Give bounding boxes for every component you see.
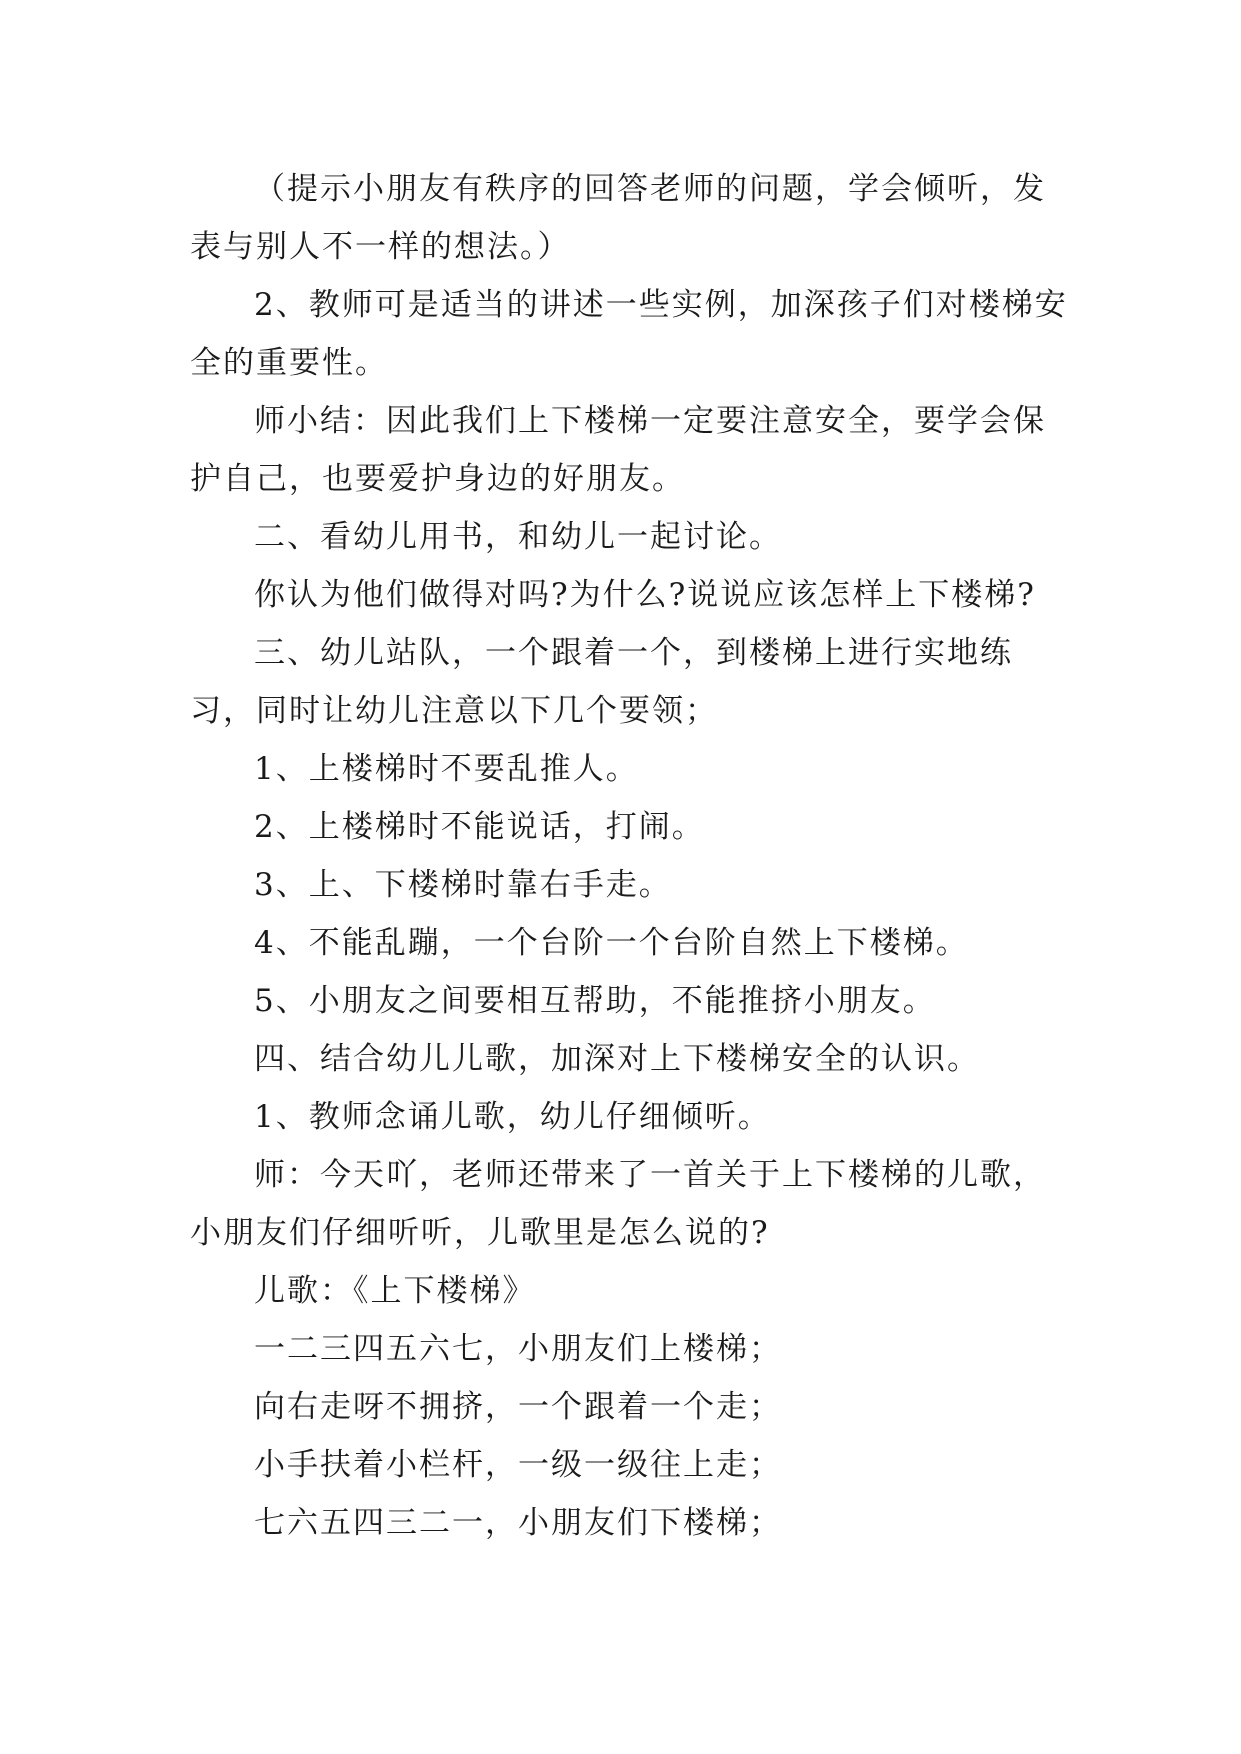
list-item-rule-3: 3、上、下楼梯时靠右手走。: [254, 867, 672, 903]
paragraph-recite: 1、教师念诵儿歌，幼儿仔细倾听。: [254, 1099, 771, 1135]
paragraph-teacher-intro: 师：今天吖，老师还带来了一首关于上下楼梯的儿歌，小朋友们仔细听听，儿歌里是怎么说的?: [190, 1157, 1046, 1251]
list-item-rule-1: 1、上楼梯时不要乱推人。: [254, 751, 639, 787]
document-body: [190, 160, 1070, 1552]
paragraph-question: 你认为他们做得对吗?为什么?说说应该怎样上下楼梯?: [254, 577, 1036, 613]
list-item-rule-4: 4、不能乱蹦，一个台阶一个台阶自然上下楼梯。: [254, 925, 969, 961]
song-line-2: 向右走呀不拥挤，一个跟着一个走；: [254, 1389, 782, 1425]
paragraph-hint: （提示小朋友有秩序的回答老师的问题，学会倾听，发表与别人不一样的想法。）: [190, 171, 1046, 265]
section-heading-3: 三、幼儿站队，一个跟着一个，到楼梯上进行实地练习，同时让幼儿注意以下几个要领；: [190, 635, 1013, 729]
song-line-1: 一二三四五六七，小朋友们上楼梯；: [254, 1331, 782, 1367]
paragraph-teacher-examples: 2、教师可是适当的讲述一些实例，加深孩子们对楼梯安全的重要性。: [190, 287, 1068, 381]
paragraph-teacher-summary: 师小结：因此我们上下楼梯一定要注意安全，要学会保护自己，也要爱护身边的好朋友。: [190, 403, 1046, 497]
song-line-3: 小手扶着小栏杆，一级一级往上走；: [254, 1447, 782, 1483]
section-heading-2: 二、看幼儿用书，和幼儿一起讨论。: [254, 519, 782, 555]
section-heading-4: 四、结合幼儿儿歌，加深对上下楼梯安全的认识。: [254, 1041, 980, 1077]
song-line-4: 七六五四三二一，小朋友们下楼梯；: [254, 1505, 782, 1541]
list-item-rule-5: 5、小朋友之间要相互帮助，不能推挤小朋友。: [254, 983, 936, 1019]
song-title: 儿歌：《上下楼梯》: [254, 1273, 536, 1309]
list-item-rule-2: 2、上楼梯时不能说话，打闹。: [254, 809, 705, 845]
